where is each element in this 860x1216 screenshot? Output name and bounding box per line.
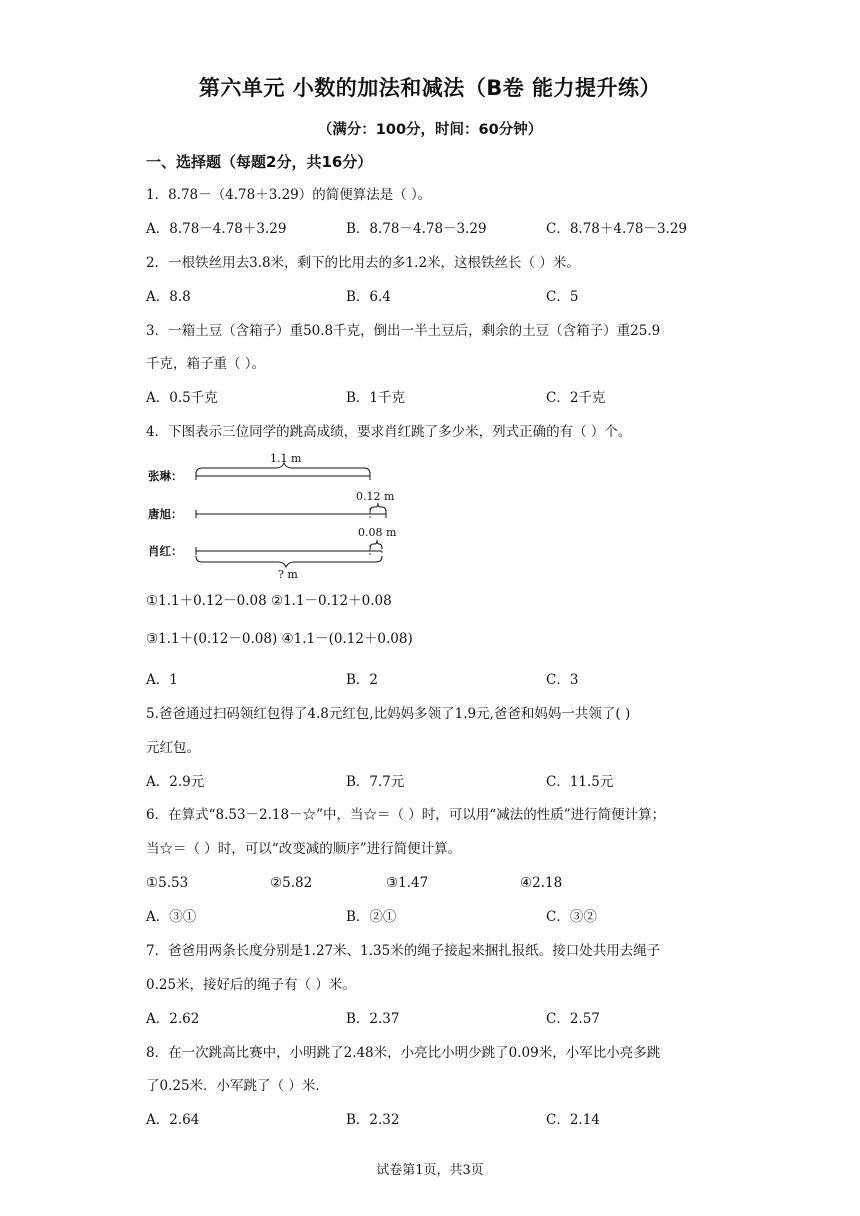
question-7-stem-line2: 0.25米，接好后的绳子有（ ）米。 xyxy=(146,977,356,993)
jump-height-diagram xyxy=(146,446,416,581)
question-8-option-a: A．2.64 xyxy=(146,1112,200,1128)
question-6-stem-line2: 当☆＝（ ）时，可以“改变减的顺序”进行简便计算。 xyxy=(146,841,462,857)
question-4-option-c: C．3 xyxy=(546,672,579,688)
brace-top-zhanglin xyxy=(196,463,370,474)
question-5-option-b: B．7.7元 xyxy=(346,774,405,790)
brace-xiaohong-extra xyxy=(370,540,382,549)
question-3-option-b: B．1千克 xyxy=(346,390,406,406)
question-8-stem-line2: 了0.25米．小军跳了（ ）米． xyxy=(146,1078,329,1094)
question-2-option-b: B．6.4 xyxy=(346,289,391,305)
question-4-expressions-line1: ①1.1＋0.12－0.08 ②1.1－0.12＋0.08 xyxy=(146,593,392,609)
question-6-option-c: C．③② xyxy=(546,909,597,925)
question-3-stem-line1: 3．一箱土豆（含箱子）重50.8千克，倒出一半土豆后，剩余的土豆（含箱子）重25.9 xyxy=(146,323,661,339)
question-5-stem-line2: 元红包。 xyxy=(146,740,200,756)
question-3-option-c: C．2千克 xyxy=(546,390,606,406)
diagram-label-0-08m: 0.08 m xyxy=(358,526,397,539)
question-1-option-b: B．8.78－4.78－3.29 xyxy=(346,221,487,237)
exam-info: （满分：100分，时间：60分钟） xyxy=(317,122,543,138)
diagram-label-unknown: ? m xyxy=(278,568,298,581)
question-6-stem-line1: 6．在算式“8.53－2.18－☆”中，当☆＝（ ）时，可以用“减法的性质”进行简便计算； xyxy=(146,807,666,823)
section-heading: 一、选择题（每题2分，共16分） xyxy=(146,153,373,171)
diagram-name-tangxu: 唐旭： xyxy=(148,507,183,521)
question-8-option-c: C．2.14 xyxy=(546,1112,600,1128)
question-8-stem-line1: 8．在一次跳高比赛中，小明跳了2.48米，小亮比小明少跳了0.09米，小军比小亮多跳 xyxy=(146,1045,661,1061)
brace-bottom-xiaohong xyxy=(196,556,382,567)
diagram-label-0-12m: 0.12 m xyxy=(356,490,395,503)
page-footer: 试卷第1页，共3页 xyxy=(376,1163,484,1178)
question-1-stem: 1．8.78－（4.78＋3.29）的简便算法是（ ）。 xyxy=(146,187,432,203)
question-4-option-b: B．2 xyxy=(346,672,379,688)
question-4-stem: 4．下图表示三位同学的跳高成绩，要求肖红跳了多少米，列式正确的有（ ）个。 xyxy=(146,424,632,440)
diagram-name-zhanglin: 张琳： xyxy=(148,469,183,483)
question-7-option-a: A．2.62 xyxy=(146,1011,200,1027)
question-5-option-c: C．11.5元 xyxy=(546,774,614,790)
question-3-option-a: A．0.5千克 xyxy=(146,390,218,406)
question-6-choice-1: ①5.53 xyxy=(146,875,189,891)
question-7-option-b: B．2.37 xyxy=(346,1011,400,1027)
question-2-option-a: A．8.8 xyxy=(146,289,191,305)
brace-tangxu-extra xyxy=(370,503,386,512)
question-6-option-a: A．③① xyxy=(146,909,197,925)
question-2-stem: 2．一根铁丝用去3.8米，剩下的比用去的多1.2米，这根铁丝长（ ）米。 xyxy=(146,255,580,271)
diagram-name-xiaohong: 肖红： xyxy=(148,544,183,558)
question-5-option-a: A．2.9元 xyxy=(146,774,205,790)
page-title: 第六单元 小数的加法和减法（B卷 能力提升练） xyxy=(198,76,662,100)
question-7-stem-line1: 7．爸爸用两条长度分别是1.27米、1.35米的绳子接起来捆扎报纸。接口处共用去绳子 xyxy=(146,943,661,959)
question-6-choice-3: ③1.47 xyxy=(386,875,429,891)
question-7-option-c: C．2.57 xyxy=(546,1011,600,1027)
question-3-stem-line2: 千克，箱子重（ ）。 xyxy=(146,356,266,372)
question-4-expressions-line2: ③1.1＋(0.12－0.08) ④1.1－(0.12＋0.08) xyxy=(146,631,413,647)
diagram-label-1-1m: 1.1 m xyxy=(270,452,302,465)
question-6-choice-2: ②5.82 xyxy=(270,875,313,891)
question-1-option-a: A．8.78－4.78＋3.29 xyxy=(146,221,287,237)
question-2-option-c: C．5 xyxy=(546,289,579,305)
question-6-choice-4: ④2.18 xyxy=(520,875,563,891)
question-5-stem-line1: 5.爸爸通过扫码领红包得了4.8元红包,比妈妈多领了1.9元,爸爸和妈妈一共领了( ) xyxy=(146,706,631,722)
question-4-option-a: A．1 xyxy=(146,672,178,688)
question-8-option-b: B．2.32 xyxy=(346,1112,400,1128)
question-1-option-c: C．8.78＋4.78－3.29 xyxy=(546,221,688,237)
question-6-option-b: B．②① xyxy=(346,909,397,925)
